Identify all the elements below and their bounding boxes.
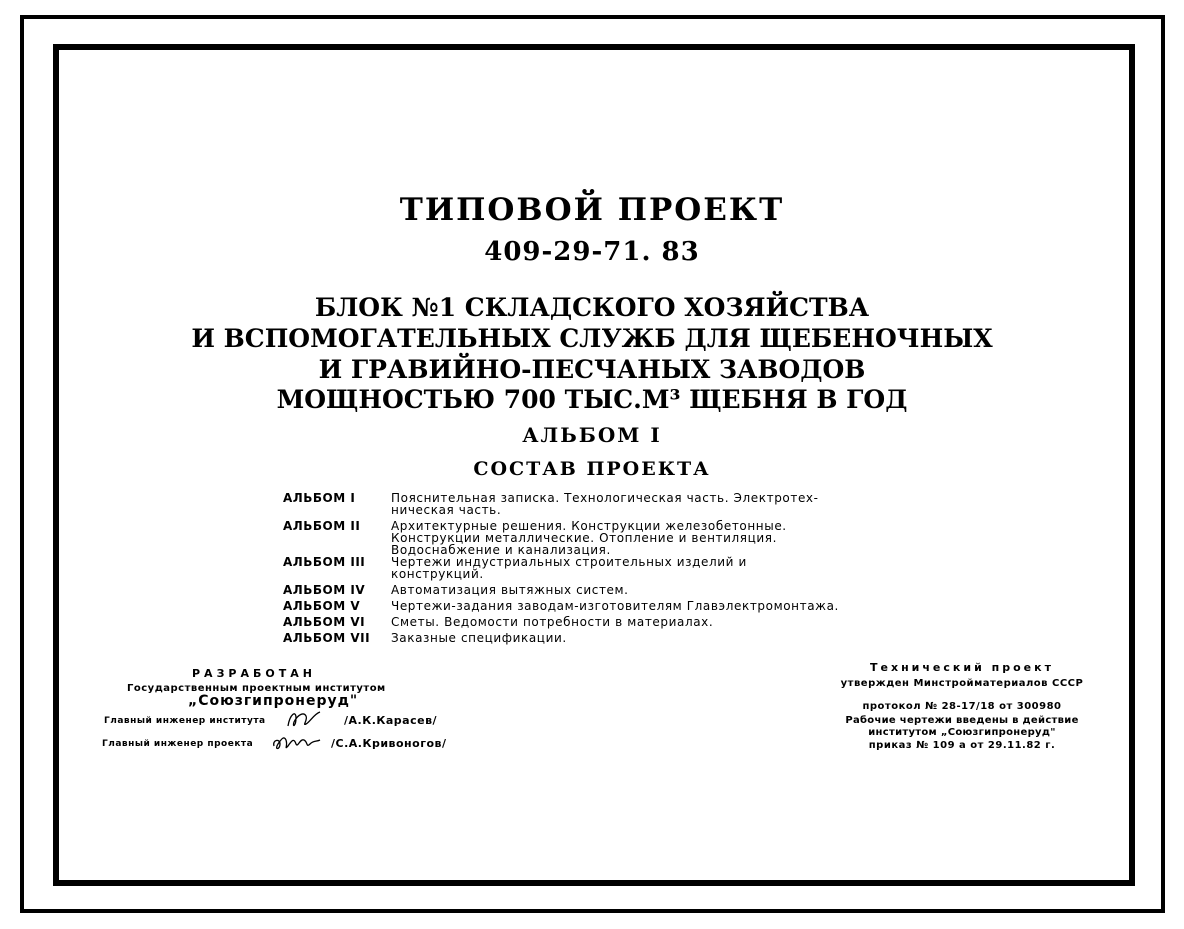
album-description-line: Автоматизация вытяжных систем. xyxy=(391,583,629,597)
project-number: 409-29-71. 83 xyxy=(484,237,700,267)
contents-heading: СОСТАВ ПРОЕКТА xyxy=(473,458,711,480)
album-description-line: ническая часть. xyxy=(391,503,502,517)
chief-engineer-project-name: /С.А.Кривоногов/ xyxy=(331,737,447,750)
album-label: АЛЬБОМ III xyxy=(283,555,366,569)
album-description-line: Водоснабжение и канализация. xyxy=(391,543,611,557)
album-description-line: Конструкции металлические. Отопление и вентиляция. xyxy=(391,531,777,545)
album-label: АЛЬБОМ VII xyxy=(283,631,371,645)
album-description-line: Пояснительная записка. Технологическая часть. Электротех- xyxy=(391,491,819,505)
approval-line-1: утвержден Минстройматериалов СССР xyxy=(840,678,1084,689)
subject-line-2: И ВСПОМОГАТЕЛЬНЫХ СЛУЖБ ДЛЯ ЩЕБЕНОЧНЫХ xyxy=(191,324,993,353)
album-description xyxy=(391,492,839,516)
subject-line-3: И ГРАВИЙНО-ПЕСЧАНЫХ ЗАВОДОВ xyxy=(318,355,866,384)
developer-org-name: „Союзгипронеруд" xyxy=(188,693,359,709)
signature-karasev xyxy=(284,704,324,732)
album-row xyxy=(283,492,839,516)
album-description-line: Заказные спецификации. xyxy=(391,631,567,645)
current-album: АЛЬБОМ I xyxy=(522,423,662,447)
album-row xyxy=(283,520,839,556)
album-row xyxy=(283,584,839,596)
chief-engineer-institute-name: /А.К.Карасев/ xyxy=(344,714,438,727)
approval-line-3: Рабочие чертежи введены в действие xyxy=(845,715,1079,726)
approval-line-5: приказ № 109 а от 29.11.82 г. xyxy=(868,740,1056,751)
subject-line-1: БЛОК №1 СКЛАДСКОГО ХОЗЯЙСТВА xyxy=(314,293,870,322)
album-description xyxy=(391,584,839,596)
album-row xyxy=(283,600,839,612)
approval-line-2: протокол № 28-17/18 от 300980 xyxy=(862,701,1062,712)
album-description-line: Чертежи-задания заводам-изготовителям Главэлектромонтажа. xyxy=(391,599,839,613)
album-description xyxy=(391,616,839,628)
subject-line-4: МОЩНОСТЬЮ 700 ТЫС.М³ ЩЕБНЯ В ГОД xyxy=(276,385,908,414)
album-description xyxy=(391,600,839,612)
album-description xyxy=(391,520,839,556)
album-row xyxy=(283,632,839,644)
document-title: ТИПОВОЙ ПРОЕКТ xyxy=(399,192,785,228)
album-description-line: Чертежи индустриальных строительных изделий и xyxy=(391,555,747,569)
album-description-line: Архитектурные решения. Конструкции железобетонные. xyxy=(391,519,787,533)
album-label: АЛЬБОМ IV xyxy=(283,583,366,597)
album-row xyxy=(283,556,839,580)
album-description-line: Сметы. Ведомости потребности в материалах. xyxy=(391,615,714,629)
album-row xyxy=(283,616,839,628)
developer-org-line: Государственным проектным институтом xyxy=(127,683,386,694)
album-description xyxy=(391,632,839,644)
developer-heading: РАЗРАБОТАН xyxy=(192,667,316,680)
approval-heading: Технический проект xyxy=(870,661,1054,674)
album-description-line: конструкций. xyxy=(391,567,484,581)
contents-list xyxy=(283,492,839,644)
chief-engineer-project-role: Главный инженер проекта xyxy=(102,739,254,749)
signature-krivonogov xyxy=(270,730,322,754)
chief-engineer-institute-role: Главный инженер института xyxy=(104,716,266,726)
approval-line-4: институтом „Союзгипронеруд" xyxy=(868,727,1056,738)
album-label: АЛЬБОМ V xyxy=(283,599,361,613)
album-label: АЛЬБОМ I xyxy=(283,491,356,505)
album-description xyxy=(391,556,839,580)
album-label: АЛЬБОМ II xyxy=(283,519,361,533)
album-label: АЛЬБОМ VI xyxy=(283,615,366,629)
